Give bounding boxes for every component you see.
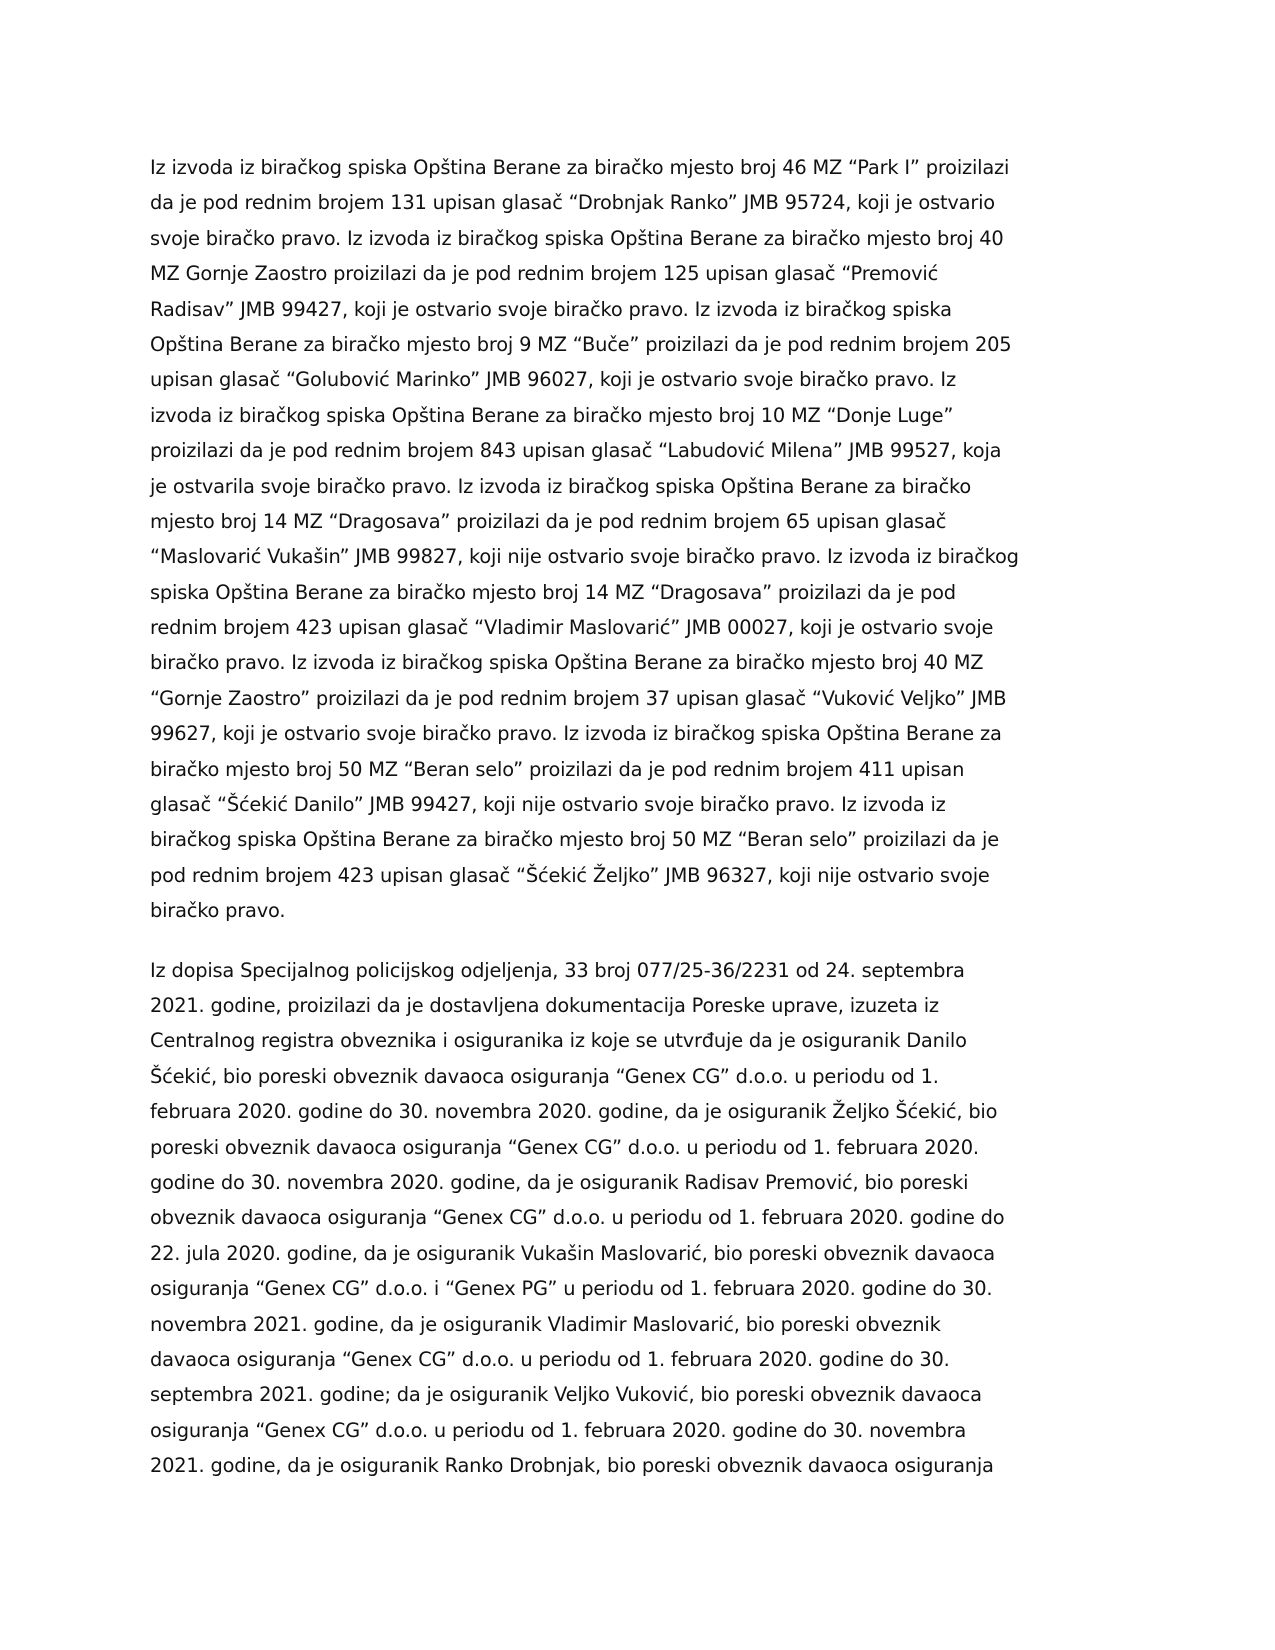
text-line: “Gornje Zaostro” proizilazi da je pod rednim brojem 37 upisan glasač “Vuković Veljko” JMB — [150, 686, 1007, 710]
text-line: biračkog spiska Opština Berane za biračko mjesto broj 50 MZ “Beran selo” proizilazi da je — [150, 828, 999, 852]
text-line: Iz dopisa Specijalnog policijskog odjeljenja, 33 broj 077/25-36/2231 od 24. septembra — [150, 958, 965, 982]
text-line: rednim brojem 423 upisan glasač “Vladimir Maslovarić” JMB 00027, koji je ostvario svoje — [150, 616, 994, 640]
text-line: pod rednim brojem 423 upisan glasač “Šćekić Željko” JMB 96327, koji nije ostvario svoje — [150, 863, 990, 887]
text-line: svoje biračko pravo. Iz izvoda iz biračkog spiska Opština Berane za biračko mjesto broj 40 — [150, 226, 1004, 250]
text-line: mjesto broj 14 MZ “Dragosava” proizilazi da je pod rednim brojem 65 upisan glasač — [150, 509, 947, 533]
text-line: Radisav” JMB 99427, koji je ostvario svoje biračko pravo. Iz izvoda iz biračkog spiska — [150, 297, 952, 321]
text-line: 99627, koji je ostvario svoje biračko pravo. Iz izvoda iz biračkog spiska Opština Berane za — [150, 722, 1002, 746]
text-line: novembra 2021. godine, da je osiguranik Vladimir Maslovarić, bio poreski obveznik — [150, 1312, 941, 1336]
text-line: da je pod rednim brojem 131 upisan glasač “Drobnjak Ranko” JMB 95724, koji je ostvario — [150, 191, 995, 215]
text-line: spiska Opština Berane za biračko mjesto broj 14 MZ “Dragosava” proizilazi da je pod — [150, 580, 956, 604]
text-line: MZ Gornje Zaostro proizilazi da je pod rednim brojem 125 upisan glasač “Premović — [150, 262, 939, 286]
text-line: osiguranja “Genex CG” d.o.o. u periodu od 1. februara 2020. godine do 30. novembra — [150, 1418, 967, 1442]
text-line: 2021. godine, proizilazi da je dostavljena dokumentacija Poreske uprave, izuzeta iz — [150, 993, 939, 1017]
text-line: februara 2020. godine do 30. novembra 2020. godine, da je osiguranik Željko Šćekić, bio — [150, 1100, 998, 1124]
text-line: 22. jula 2020. godine, da je osiguranik Vukašin Maslovarić, bio poreski obveznik davaoca — [150, 1241, 995, 1265]
text-line: davaoca osiguranja “Genex CG” d.o.o. u periodu od 1. februara 2020. godine do 30. — [150, 1347, 950, 1371]
text-line: biračko pravo. Iz izvoda iz biračkog spiska Opština Berane za biračko mjesto broj 40 MZ — [150, 651, 984, 675]
text-line: glasač “Šćekić Danilo” JMB 99427, koji nije ostvario svoje biračko pravo. Iz izvoda iz — [150, 793, 946, 817]
text-line: proizilazi da je pod rednim brojem 843 upisan glasač “Labudović Milena” JMB 99527, koja — [150, 439, 1002, 463]
text-line: Iz izvoda iz biračkog spiska Opština Berane za biračko mjesto broj 46 MZ “Park I” proizilazi — [150, 156, 1010, 179]
text-line: upisan glasač “Golubović Marinko” JMB 96027, koji je ostvario svoje biračko pravo. Iz — [150, 368, 956, 392]
text-line: godine do 30. novembra 2020. godine, da je osiguranik Radisav Premović, bio poreski — [150, 1170, 969, 1194]
text-line: je ostvarila svoje biračko pravo. Iz izvoda iz biračkog spiska Opština Berane za biračko — [150, 474, 972, 498]
text-line: osiguranja “Genex CG” d.o.o. i “Genex PG” u periodu od 1. februara 2020. godine do 30. — [150, 1277, 993, 1301]
text-line: obveznik davaoca osiguranja “Genex CG” d.o.o. u periodu od 1. februara 2020. godine do — [150, 1206, 1005, 1230]
text-line: Centralnog registra obveznika i osiguranika iz koje se utvrđuje da je osiguranik Danilo — [150, 1029, 967, 1053]
document-body — [150, 150, 1125, 1483]
text-line: izvoda iz biračkog spiska Opština Berane za biračko mjesto broj 10 MZ “Donje Luge” — [150, 403, 954, 427]
text-line: poreski obveznik davaoca osiguranja “Genex CG” d.o.o. u periodu od 1. februara 2020. — [150, 1135, 979, 1159]
text-line: “Maslovarić Vukašin” JMB 99827, koji nije ostvario svoje biračko pravo. Iz izvoda iz biračkog — [150, 545, 1019, 569]
paragraph-voter-list — [150, 150, 1125, 929]
text-line: Opština Berane za biračko mjesto broj 9 MZ “Buče” proizilazi da je pod rednim brojem 205 — [150, 332, 1012, 356]
text-line: Šćekić, bio poreski obveznik davaoca osiguranja “Genex CG” d.o.o. u periodu od 1. — [150, 1064, 939, 1088]
text-line: septembra 2021. godine; da je osiguranik Veljko Vuković, bio poreski obveznik davaoca — [150, 1383, 982, 1407]
paragraph-tax-records — [150, 953, 1125, 1484]
text-line: 2021. godine, da je osiguranik Ranko Drobnjak, bio poreski obveznik davaoca osiguranja — [150, 1454, 994, 1478]
text-line: biračko pravo. — [150, 899, 286, 923]
text-line: biračko mjesto broj 50 MZ “Beran selo” proizilazi da je pod rednim brojem 411 upisan — [150, 757, 965, 781]
